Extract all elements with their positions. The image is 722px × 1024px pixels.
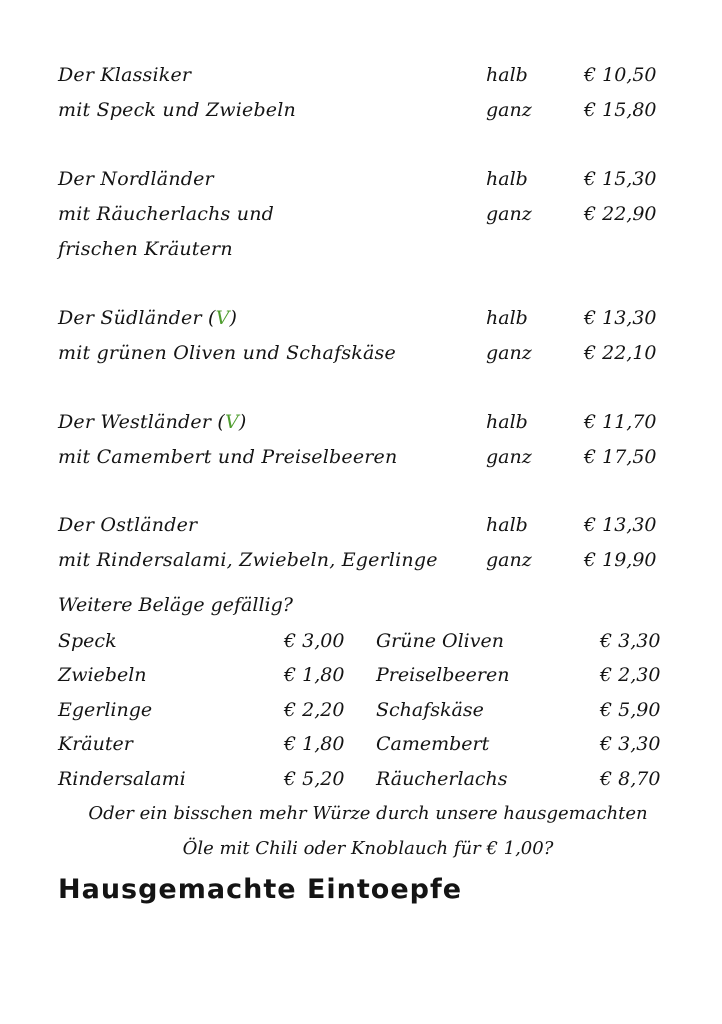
- size-label-whole: ganz: [486, 446, 532, 468]
- size-label-half: halb: [486, 307, 528, 329]
- dish-name-bracket: ): [229, 307, 238, 329]
- size-label-whole: ganz: [486, 99, 532, 121]
- price-whole: € 17,50: [584, 446, 657, 468]
- extra-price-rindersalami: € 5,20: [284, 768, 345, 790]
- price-half: € 15,30: [584, 168, 657, 190]
- dish-description: mit grünen Oliven und Schafskäse: [58, 342, 396, 364]
- extra-name-preiselbeeren: Preiselbeeren: [376, 664, 510, 686]
- price-half: € 13,30: [584, 514, 657, 536]
- vegetarian-mark: V: [215, 307, 230, 329]
- extra-price-raeucherlachs: € 8,70: [600, 768, 661, 790]
- size-label-whole: ganz: [486, 342, 532, 364]
- extra-name-kraeuter: Kräuter: [58, 733, 133, 755]
- vegetarian-mark: V: [225, 411, 239, 433]
- oil-offer-line-1: Oder ein bisschen mehr Würze durch unsere hausgemachten: [88, 803, 648, 824]
- extra-price-speck: € 3,00: [284, 630, 345, 652]
- dish-name: Der Südländer (: [58, 307, 216, 329]
- extra-name-schafskaese: Schafskäse: [376, 699, 484, 721]
- size-label-whole: ganz: [486, 203, 532, 225]
- dish-description: mit Speck und Zwiebeln: [58, 99, 296, 121]
- price-whole: € 22,90: [584, 203, 657, 225]
- size-label-half: halb: [486, 168, 528, 190]
- price-half: € 13,30: [584, 307, 657, 329]
- extra-price-egerlinge: € 2,20: [284, 699, 345, 721]
- menu-page: [58, 0, 698, 1024]
- extra-name-rindersalami: Rindersalami: [58, 768, 186, 790]
- oil-offer-line-2: Öle mit Chili oder Knoblauch für € 1,00?: [182, 838, 554, 859]
- extra-price-gruene-oliven: € 3,30: [600, 630, 661, 652]
- extra-name-speck: Speck: [58, 630, 117, 652]
- dish-name: Der Nordländer: [58, 168, 214, 190]
- extras-title: Weitere Beläge gefällig?: [58, 594, 293, 616]
- dish-name: Der Ostländer: [58, 514, 198, 536]
- dish-name: Der Klassiker: [58, 64, 192, 86]
- dish-description: mit Räucherlachs und: [58, 203, 274, 225]
- dish-name-bracket: ): [238, 411, 247, 433]
- price-half: € 11,70: [584, 411, 657, 433]
- extra-name-zwiebeln: Zwiebeln: [58, 664, 147, 686]
- size-label-half: halb: [486, 514, 528, 536]
- size-label-half: halb: [486, 411, 528, 433]
- extra-name-gruene-oliven: Grüne Oliven: [376, 630, 504, 652]
- dish-description-continued: frischen Kräutern: [58, 238, 233, 260]
- extra-price-kraeuter: € 1,80: [284, 733, 345, 755]
- dish-name: Der Westländer (: [58, 411, 225, 433]
- extra-name-raeucherlachs: Räucherlachs: [376, 768, 508, 790]
- price-half: € 10,50: [584, 64, 657, 86]
- price-whole: € 19,90: [584, 549, 657, 571]
- extra-name-egerlinge: Egerlinge: [58, 699, 153, 721]
- extra-price-camembert: € 3,30: [600, 733, 661, 755]
- extra-name-camembert: Camembert: [376, 733, 490, 755]
- dish-name-row: [58, 409, 247, 435]
- section-heading: Hausgemachte Eintoepfe: [58, 874, 463, 905]
- dish-description: mit Rindersalami, Zwiebeln, Egerlinge: [58, 549, 438, 571]
- price-whole: € 22,10: [584, 342, 657, 364]
- dish-name-row: [58, 305, 237, 331]
- size-label-half: halb: [486, 64, 528, 86]
- extra-price-schafskaese: € 5,90: [600, 699, 661, 721]
- extra-price-preiselbeeren: € 2,30: [600, 664, 661, 686]
- dish-description: mit Camembert und Preiselbeeren: [58, 446, 398, 468]
- price-whole: € 15,80: [584, 99, 657, 121]
- extra-price-zwiebeln: € 1,80: [284, 664, 345, 686]
- size-label-whole: ganz: [486, 549, 532, 571]
